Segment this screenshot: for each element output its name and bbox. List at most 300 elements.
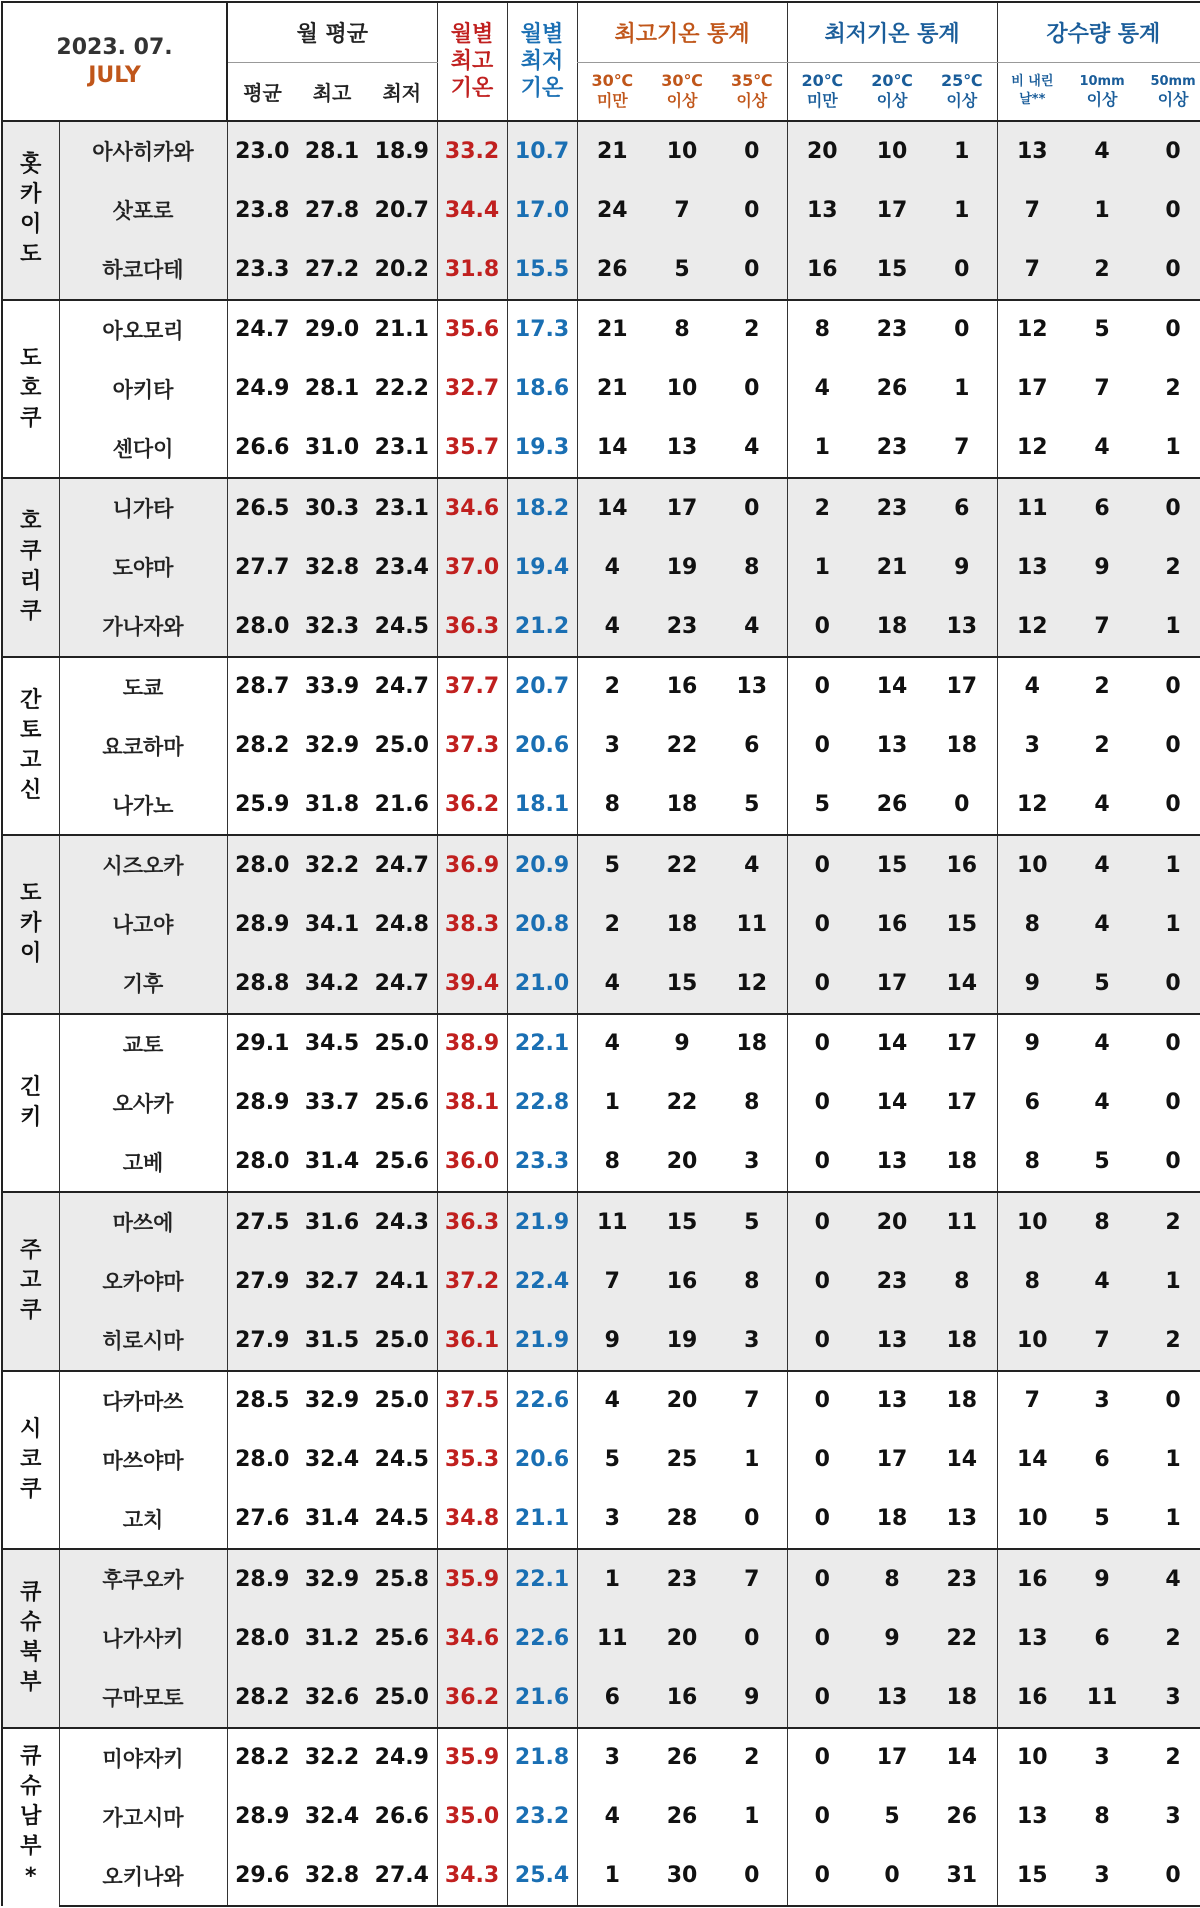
monthly-min-temp: 21.0 — [507, 954, 577, 1014]
max-30-plus-count: 10 — [666, 376, 698, 402]
min-stats-header: 최저기온 통계 — [787, 2, 997, 62]
min-20-plus-count: 13 — [857, 1668, 927, 1728]
rain-days-count: 4 — [997, 657, 1067, 717]
min-25-plus-count: 14 — [946, 1447, 978, 1473]
max-35-plus-count: 3 — [744, 1149, 760, 1175]
avg-temp: 28.2 — [227, 1728, 297, 1788]
table-row — [2, 478, 1200, 538]
rain-10mm-plus-count: 2 — [1067, 240, 1137, 300]
high-temp: 27.2 — [297, 240, 367, 300]
avg-temp: 28.2 — [227, 716, 297, 776]
city-name: 오카야마 — [59, 1252, 227, 1312]
city-name: 마쓰야마 — [102, 1448, 184, 1473]
avg-temp: 28.5 — [227, 1371, 297, 1431]
rain-50mm-plus-count: 2 — [1137, 359, 1200, 419]
max-30-plus-count: 13 — [666, 435, 698, 461]
monthly-max-temp: 37.7 — [437, 657, 507, 717]
min-below-20-count: 13 — [787, 181, 857, 241]
max-35-plus-count: 2 — [717, 1728, 787, 1788]
city-name: 나고야 — [59, 895, 227, 955]
avg-temp: 23.3 — [227, 240, 297, 300]
min-25-plus-count: 17 — [946, 1090, 978, 1116]
rain-days-count: 9 — [997, 1014, 1067, 1074]
low-temp: 23.4 — [367, 538, 437, 598]
min-25-plus-count: 0 — [927, 240, 997, 300]
max-35-plus-count: 0 — [744, 376, 760, 402]
city-name: 아오모리 — [59, 300, 227, 360]
table-row — [2, 1430, 1200, 1490]
max-below-30-count: 11 — [577, 1192, 647, 1252]
monthly-max-temp: 37.2 — [437, 1252, 507, 1312]
low-temp: 24.5 — [367, 597, 437, 657]
rain-10mm-plus-count: 8 — [1067, 1192, 1137, 1252]
max-35-plus-count: 4 — [717, 835, 787, 895]
min-25-plus-count: 1 — [954, 376, 970, 402]
max-below-30-count: 11 — [577, 1609, 647, 1669]
city-name: 삿포로 — [59, 181, 227, 241]
rain-days-count: 13 — [997, 1609, 1067, 1669]
min-25-plus-count: 22 — [927, 1609, 997, 1669]
avg-temp: 28.9 — [227, 1787, 297, 1847]
table-row — [2, 1371, 1200, 1431]
max-30-plus-count: 26 — [666, 1804, 698, 1830]
monthly-min-temp: 22.1 — [507, 1014, 577, 1074]
max-30-plus-count: 18 — [666, 792, 698, 818]
table-row — [2, 954, 1200, 1014]
max-below-30-count: 4 — [577, 1014, 647, 1074]
rain-50mm-plus-count: 1 — [1137, 419, 1200, 479]
low-temp: 24.7 — [367, 954, 437, 1014]
high-temp: 32.3 — [297, 597, 367, 657]
monthly-min-temp: 19.3 — [507, 419, 577, 479]
rain-50mm-plus-count: 0 — [1137, 776, 1200, 836]
rain-days-count: 16 — [997, 1549, 1067, 1609]
min-20-plus-count: 14 — [857, 1014, 927, 1074]
max-35-plus-count: 0 — [717, 181, 787, 241]
monthly-min-temp: 17.0 — [507, 181, 577, 241]
monthly-min-temp: 21.1 — [507, 1490, 577, 1550]
max-30-plus-count: 22 — [647, 835, 717, 895]
rain-50mm-plus-count: 0 — [1137, 1073, 1200, 1133]
min-below-20-count: 0 — [787, 1787, 857, 1847]
max-35-plus-count: 8 — [744, 1090, 760, 1116]
min-20-plus-count: 18 — [857, 597, 927, 657]
min-20-plus-count: 15 — [857, 240, 927, 300]
rain-10mm-plus-count: 2 — [1094, 733, 1110, 759]
rain-days-count: 15 — [997, 1847, 1067, 1907]
max-35-plus-count: 9 — [717, 1668, 787, 1728]
monthly-max-temp: 34.3 — [437, 1847, 507, 1907]
max-col-0-header: 30℃ 미만 — [577, 62, 647, 121]
rain-50mm-plus-count: 2 — [1137, 1311, 1200, 1371]
monthly-min-temp: 22.6 — [507, 1371, 577, 1431]
monthly-min-temp: 18.2 — [507, 478, 577, 538]
monthly-max-temp: 36.0 — [437, 1133, 507, 1193]
table-row — [2, 300, 1200, 360]
avg-temp: 26.6 — [227, 419, 297, 479]
monthly-max-line3: 기온 — [450, 76, 494, 101]
low-temp: 25.0 — [367, 1014, 437, 1074]
min-20-plus-count: 23 — [857, 300, 927, 360]
monthly-min-line1: 월별 — [520, 22, 564, 47]
avg-temp: 23.8 — [227, 181, 297, 241]
rain-10mm-plus-count: 7 — [1067, 1311, 1137, 1371]
monthly-min-temp: 20.6 — [507, 1430, 577, 1490]
rain-days-count: 11 — [997, 478, 1067, 538]
min-20-plus-count: 21 — [857, 538, 927, 598]
monthly-min-temp: 21.8 — [507, 1728, 577, 1788]
rain-50mm-plus-count: 3 — [1137, 1668, 1200, 1728]
monthly-max-temp: 34.4 — [437, 181, 507, 241]
rain-10mm-plus-count: 4 — [1094, 1090, 1110, 1116]
min-20-plus-count: 17 — [876, 1447, 908, 1473]
monthly-min-temp: 23.3 — [507, 1133, 577, 1193]
max-35-plus-count: 1 — [744, 1804, 760, 1830]
monthly-max-temp: 37.5 — [437, 1371, 507, 1431]
low-temp: 24.7 — [367, 835, 437, 895]
max-below-30-count: 5 — [577, 1430, 647, 1490]
max-30-plus-count: 23 — [647, 1549, 717, 1609]
max-below-30-count: 8 — [577, 776, 647, 836]
table-row — [2, 1728, 1200, 1788]
region-label: 도 호 쿠 — [2, 300, 59, 479]
monthly-max-temp: 36.3 — [437, 1192, 507, 1252]
min-20-plus-count: 13 — [876, 1149, 908, 1175]
rain-10mm-plus-count: 4 — [1067, 1252, 1137, 1312]
avg-temp: 26.5 — [227, 478, 297, 538]
max-35-plus-count: 12 — [717, 954, 787, 1014]
avg-temp: 29.1 — [227, 1014, 297, 1074]
rain-col-1-header: 10mm 이상 — [1067, 62, 1137, 121]
high-temp: 31.0 — [304, 435, 360, 461]
monthly-min-temp: 23.2 — [507, 1787, 577, 1847]
max-below-30-count: 7 — [577, 1252, 647, 1312]
min-below-20-count: 2 — [787, 478, 857, 538]
low-temp: 21.6 — [374, 792, 429, 818]
monthly-max-temp: 35.3 — [437, 1430, 507, 1490]
max-below-30-count: 5 — [577, 835, 647, 895]
high-temp: 32.9 — [297, 1371, 367, 1431]
avg-temp: 28.9 — [227, 1073, 297, 1133]
high-temp: 33.9 — [297, 657, 367, 717]
min-below-20-count: 0 — [787, 1311, 857, 1371]
rain-50mm-plus-count: 0 — [1137, 121, 1200, 181]
rain-50mm-plus-count: 1 — [1137, 1430, 1200, 1490]
monthly-min-line3: 기온 — [520, 76, 564, 101]
min-25-plus-count: 31 — [927, 1847, 997, 1907]
rain-days-count: 7 — [997, 1371, 1067, 1431]
rain-days-count: 3 — [997, 716, 1067, 776]
low-temp: 27.4 — [367, 1847, 437, 1907]
low-temp: 25.6 — [367, 1609, 437, 1669]
min-below-20-count: 0 — [787, 1430, 857, 1490]
avg-temp: 28.7 — [227, 657, 297, 717]
avg-temp: 24.9 — [227, 359, 297, 419]
min-25-plus-count: 17 — [927, 1014, 997, 1074]
min-below-20-count: 0 — [787, 1490, 857, 1550]
max-35-plus-count: 5 — [717, 1192, 787, 1252]
month-label: JULY — [88, 62, 141, 88]
min-below-20-count: 0 — [787, 895, 857, 955]
max-30-plus-count: 18 — [647, 895, 717, 955]
max-stats-header: 최고기온 통계 — [577, 2, 787, 62]
max-30-plus-count: 19 — [647, 538, 717, 598]
table-row — [2, 1609, 1200, 1669]
city-name: 히로시마 — [59, 1311, 227, 1371]
rain-50mm-plus-count: 3 — [1137, 1787, 1200, 1847]
rain-days-count: 7 — [997, 240, 1067, 300]
rain-10mm-plus-count: 4 — [1067, 121, 1137, 181]
high-temp: 31.4 — [304, 1506, 360, 1532]
table-row — [2, 1549, 1200, 1609]
max-35-plus-count: 0 — [717, 1609, 787, 1669]
region-label: 주 고 쿠 — [2, 1192, 59, 1371]
high-temp: 33.7 — [304, 1090, 360, 1116]
monthly-min-temp: 22.1 — [507, 1549, 577, 1609]
city-name: 하코다테 — [59, 240, 227, 300]
low-temp: 20.2 — [367, 240, 437, 300]
monthly-min-temp: 22.8 — [507, 1073, 577, 1133]
monthly-max-temp: 36.2 — [437, 1668, 507, 1728]
min-below-20-count: 8 — [787, 300, 857, 360]
monthly-max-temp: 35.7 — [437, 419, 507, 479]
table-row — [2, 121, 1200, 181]
high-temp: 30.3 — [297, 478, 367, 538]
rain-stats-header: 강수량 통계 — [997, 2, 1200, 62]
table-row — [2, 776, 1200, 836]
min-20-plus-count: 10 — [857, 121, 927, 181]
low-temp: 24.9 — [367, 1728, 437, 1788]
city-name: 고베 — [122, 1150, 164, 1175]
monthly-max-temp: 36.1 — [437, 1311, 507, 1371]
rain-days-count: 9 — [997, 954, 1067, 1014]
rain-50mm-plus-count: 0 — [1137, 300, 1200, 360]
monthly-min-temp: 22.4 — [507, 1252, 577, 1312]
rain-50mm-plus-count: 1 — [1137, 1490, 1200, 1550]
monthly-max-line1: 월별 — [450, 22, 494, 47]
monthly-max-temp: 36.3 — [437, 597, 507, 657]
city-name: 오사카 — [112, 1091, 174, 1116]
rain-50mm-plus-count: 1 — [1137, 895, 1200, 955]
region-label: 긴 키 — [2, 1014, 59, 1193]
min-col-0-header: 20℃ 미만 — [787, 62, 857, 121]
high-temp: 32.4 — [304, 1804, 360, 1830]
rain-10mm-plus-count: 4 — [1067, 895, 1137, 955]
region-label: 간 토 고 신 — [2, 657, 59, 836]
rain-days-count: 13 — [997, 1787, 1067, 1847]
region-label: 시 코 쿠 — [2, 1371, 59, 1550]
min-20-plus-count: 23 — [876, 435, 908, 461]
rain-50mm-plus-count: 0 — [1137, 1847, 1200, 1907]
rain-10mm-plus-count: 4 — [1067, 1014, 1137, 1074]
low-temp: 23.1 — [367, 478, 437, 538]
monthly-min-temp: 21.9 — [507, 1192, 577, 1252]
min-25-plus-count: 7 — [954, 435, 970, 461]
max-below-30-count: 26 — [577, 240, 647, 300]
monthly-max-temp: 36.9 — [437, 835, 507, 895]
rain-10mm-plus-count: 4 — [1094, 792, 1110, 818]
rain-10mm-plus-count: 7 — [1067, 597, 1137, 657]
monthly-max-temp: 35.9 — [437, 1549, 507, 1609]
table-row — [2, 1073, 1200, 1133]
rain-50mm-plus-count: 0 — [1137, 478, 1200, 538]
min-below-20-count: 0 — [787, 1252, 857, 1312]
low-subheader: 최저 — [367, 62, 437, 121]
rain-col-0-header: 비 내린 날** — [997, 62, 1067, 121]
min-below-20-count: 0 — [787, 954, 857, 1014]
max-35-plus-count: 0 — [717, 240, 787, 300]
table-row — [2, 1133, 1200, 1193]
rain-days-count: 12 — [997, 419, 1067, 479]
rain-days-count: 7 — [997, 181, 1067, 241]
min-25-plus-count: 9 — [927, 538, 997, 598]
avg-subheader: 평균 — [227, 62, 297, 121]
weather-statistics-table — [1, 1, 1200, 1907]
min-25-plus-count: 11 — [927, 1192, 997, 1252]
avg-temp: 28.8 — [227, 954, 297, 1014]
max-below-30-count: 21 — [577, 300, 647, 360]
monthly-avg-header: 월 평균 — [227, 2, 437, 62]
low-temp: 25.8 — [367, 1549, 437, 1609]
max-35-plus-count: 4 — [744, 435, 760, 461]
max-35-plus-count: 2 — [717, 300, 787, 360]
rain-50mm-plus-count: 0 — [1137, 1133, 1200, 1193]
rain-10mm-plus-count: 9 — [1067, 538, 1137, 598]
region-label: 큐 슈 북 부 — [2, 1549, 59, 1728]
max-30-plus-count: 19 — [647, 1311, 717, 1371]
rain-days-count: 13 — [997, 121, 1067, 181]
avg-temp: 23.0 — [227, 121, 297, 181]
max-col-2-header: 35℃ 이상 — [717, 62, 787, 121]
min-col-1-header: 20℃ 이상 — [857, 62, 927, 121]
high-temp: 27.8 — [297, 181, 367, 241]
low-temp: 25.6 — [374, 1149, 429, 1175]
min-20-plus-count: 26 — [876, 792, 908, 818]
rain-10mm-plus-count: 2 — [1067, 657, 1137, 717]
city-name: 시즈오카 — [59, 835, 227, 895]
rain-50mm-plus-count: 2 — [1137, 538, 1200, 598]
max-below-30-count: 1 — [577, 1847, 647, 1907]
city-name: 교토 — [59, 1014, 227, 1074]
min-col-2-header: 25℃ 이상 — [927, 62, 997, 121]
min-25-plus-count: 26 — [946, 1804, 978, 1830]
max-below-30-count: 3 — [577, 1490, 647, 1550]
rain-days-count: 10 — [997, 1728, 1067, 1788]
rain-days-count: 12 — [997, 300, 1067, 360]
min-below-20-count: 0 — [787, 657, 857, 717]
high-temp: 32.7 — [297, 1252, 367, 1312]
city-name: 가나자와 — [59, 597, 227, 657]
min-below-20-count: 0 — [787, 1728, 857, 1788]
monthly-max-temp: 36.2 — [437, 776, 507, 836]
max-below-30-count: 4 — [577, 1787, 647, 1847]
min-below-20-count: 0 — [787, 1847, 857, 1907]
monthly-min-temp: 21.6 — [507, 1668, 577, 1728]
max-30-plus-count: 9 — [647, 1014, 717, 1074]
date-label: 2023. 07. — [56, 34, 173, 60]
avg-temp: 25.9 — [227, 776, 297, 836]
min-20-plus-count: 17 — [857, 181, 927, 241]
rain-10mm-plus-count: 4 — [1067, 835, 1137, 895]
table-row — [2, 240, 1200, 300]
max-30-plus-count: 23 — [647, 597, 717, 657]
high-temp: 32.2 — [297, 1728, 367, 1788]
rain-50mm-plus-count: 4 — [1137, 1549, 1200, 1609]
min-25-plus-count: 6 — [927, 478, 997, 538]
low-temp: 25.6 — [374, 1090, 429, 1116]
min-20-plus-count: 0 — [857, 1847, 927, 1907]
max-col-1-header: 30℃ 이상 — [647, 62, 717, 121]
avg-temp: 28.0 — [227, 1133, 297, 1193]
city-name: 센다이 — [112, 436, 174, 461]
high-temp: 32.6 — [297, 1668, 367, 1728]
rain-days-count: 8 — [997, 1133, 1067, 1193]
max-below-30-count: 14 — [577, 419, 647, 479]
high-temp: 31.5 — [297, 1311, 367, 1371]
max-35-plus-count: 0 — [717, 121, 787, 181]
max-below-30-count: 4 — [577, 538, 647, 598]
min-25-plus-count: 13 — [946, 1506, 978, 1532]
min-25-plus-count: 1 — [927, 121, 997, 181]
max-30-plus-count: 15 — [647, 954, 717, 1014]
monthly-max-header — [437, 2, 507, 121]
table-row — [2, 419, 1200, 479]
monthly-max-temp: 34.6 — [437, 1609, 507, 1669]
rain-days-count: 10 — [997, 1311, 1067, 1371]
monthly-min-temp: 22.6 — [507, 1609, 577, 1669]
low-temp: 24.5 — [374, 1506, 429, 1532]
table-row — [2, 1847, 1200, 1907]
low-temp: 24.3 — [367, 1192, 437, 1252]
low-temp: 25.0 — [374, 733, 429, 759]
max-30-plus-count: 17 — [647, 478, 717, 538]
high-temp: 34.2 — [297, 954, 367, 1014]
min-below-20-count: 0 — [787, 1133, 857, 1193]
table-row — [2, 716, 1200, 776]
high-temp: 28.1 — [304, 376, 360, 402]
high-temp: 28.1 — [297, 121, 367, 181]
city-name: 오키나와 — [59, 1847, 227, 1907]
table-body — [2, 121, 1200, 1906]
high-temp: 31.2 — [297, 1609, 367, 1669]
monthly-min-temp: 20.6 — [507, 716, 577, 776]
max-below-30-count: 1 — [577, 1073, 647, 1133]
max-35-plus-count: 1 — [744, 1447, 760, 1473]
max-35-plus-count: 11 — [717, 895, 787, 955]
avg-temp: 27.6 — [227, 1490, 297, 1550]
low-temp: 20.7 — [367, 181, 437, 241]
high-temp: 29.0 — [297, 300, 367, 360]
monthly-min-temp: 21.2 — [507, 597, 577, 657]
max-35-plus-count: 8 — [717, 538, 787, 598]
monthly-min-temp: 20.9 — [507, 835, 577, 895]
rain-days-count: 13 — [997, 538, 1067, 598]
max-30-plus-count: 20 — [647, 1609, 717, 1669]
high-temp: 31.6 — [297, 1192, 367, 1252]
max-below-30-count: 8 — [577, 1133, 647, 1193]
rain-days-count: 10 — [997, 835, 1067, 895]
low-temp: 23.1 — [374, 435, 429, 461]
avg-temp: 28.0 — [227, 1609, 297, 1669]
rain-50mm-plus-count: 2 — [1137, 1728, 1200, 1788]
min-25-plus-count: 0 — [927, 300, 997, 360]
max-below-30-count: 2 — [577, 895, 647, 955]
city-name: 마쓰에 — [59, 1192, 227, 1252]
avg-temp: 28.0 — [227, 1430, 297, 1490]
rain-50mm-plus-count: 0 — [1137, 1371, 1200, 1431]
high-temp: 34.1 — [297, 895, 367, 955]
min-25-plus-count: 15 — [927, 895, 997, 955]
